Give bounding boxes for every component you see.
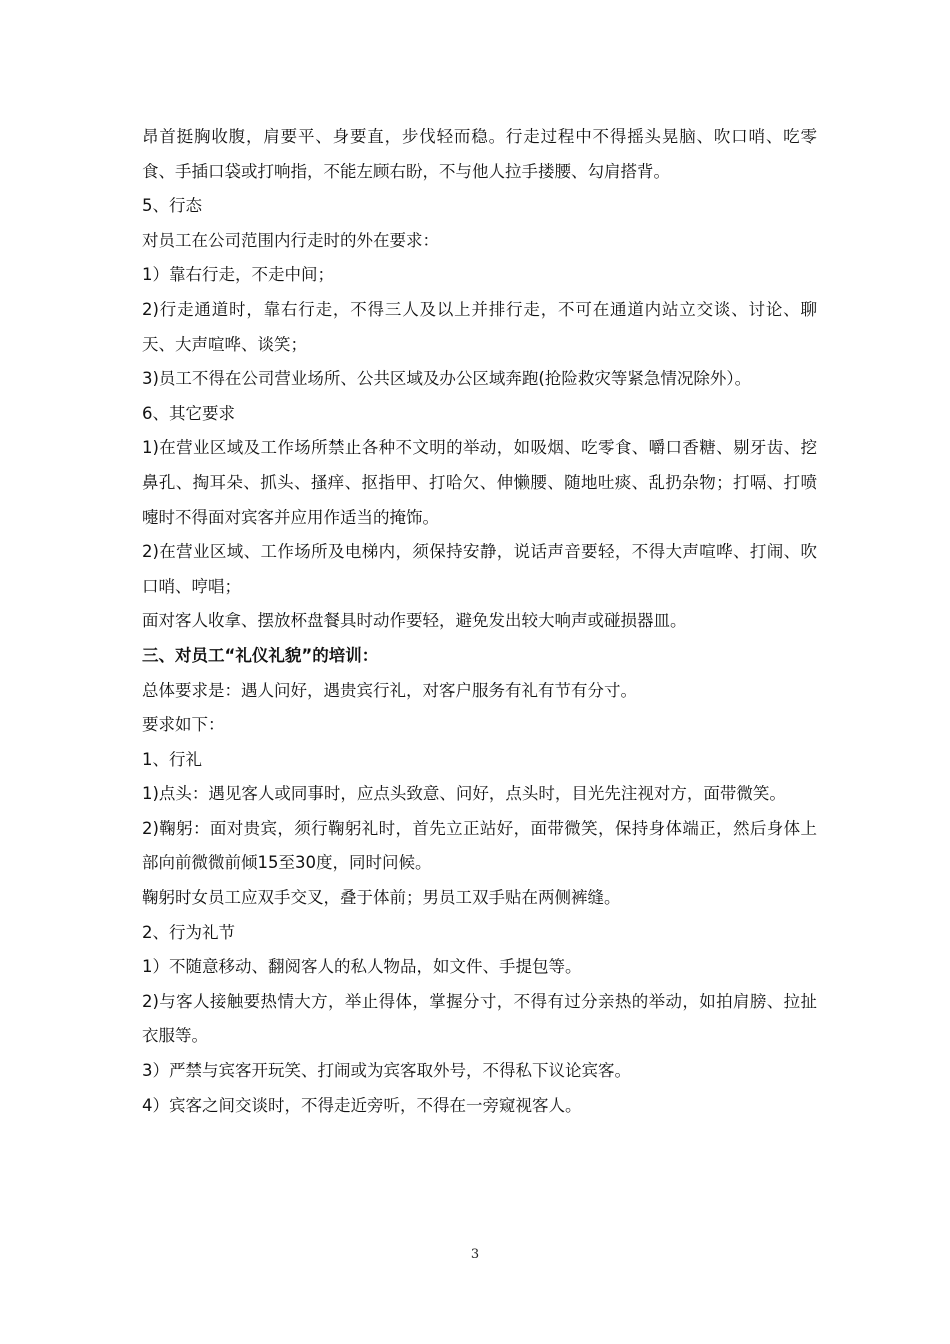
- paragraph: 鞠躬时女员工应双手交叉，叠于体前；男员工双手贴在两侧裤缝。: [142, 888, 621, 908]
- paragraph: 2、行为礼节: [142, 922, 235, 942]
- paragraph: 1)点头：遇见客人或同事时，应点头致意、问好，点头时，目光先注视对方，面带微笑。: [142, 784, 786, 804]
- page-number: 3: [470, 1247, 480, 1262]
- paragraph: 3)员工不得在公司营业场所、公共区域及办公区域奔跑(抢险救灾等紧急情况除外）。: [142, 369, 752, 389]
- paragraph: 昂首挺胸收腹，肩要平、身要直，步伐轻而稳。行走过程中不得摇头晃脑、吹口哨、吃零食、手插口袋或打响指，不能左顾右盼，不与他人拉手搂腰、勾肩搭背。: [142, 127, 817, 181]
- document-body: [142, 120, 817, 1123]
- paragraph: 2)行走通道时，靠右行走，不得三人及以上并排行走，不可在通道内站立交谈、讨论、聊天、大声喧哗、谈笑；: [142, 299, 817, 354]
- paragraph: 6、其它要求: [142, 403, 235, 423]
- paragraph: 1）靠右行走，不走中间；: [142, 265, 334, 285]
- section-heading: 三、对员工“礼仪礼貌”的培训：: [142, 645, 379, 665]
- paragraph: 2)在营业区域、工作场所及电梯内，须保持安静，说话声音要轻，不得大声喧哗、打闹、吹口哨、哼唱；: [142, 542, 817, 596]
- paragraph: 总体要求是：遇人问好，遇贵宾行礼，对客户服务有礼有节有分寸。: [142, 680, 637, 700]
- paragraph: 要求如下：: [142, 715, 225, 735]
- paragraph: 1）不随意移动、翻阅客人的私人物品，如文件、手提包等。: [142, 957, 582, 977]
- paragraph: 面对客人收拿、摆放杯盘餐具时动作要轻，避免发出较大响声或碰损器皿。: [142, 611, 687, 631]
- paragraph: 4）宾客之间交谈时，不得走近旁听，不得在一旁窥视客人。: [142, 1095, 582, 1115]
- paragraph: 3）严禁与宾客开玩笑、打闹或为宾客取外号，不得私下议论宾客。: [142, 1061, 631, 1081]
- paragraph: 对员工在公司范围内行走时的外在要求：: [142, 230, 439, 250]
- paragraph: 2)鞠躬：面对贵宾，须行鞠躬礼时，首先立正站好，面带微笑，保持身体端正，然后身体上部向前微微前倾15至30度，同时问候。: [142, 818, 817, 873]
- paragraph: 2)与客人接触要热情大方，举止得体，掌握分寸，不得有过分亲热的举动，如拍肩膀、拉扯衣服等。: [142, 991, 817, 1046]
- paragraph: 1)在营业区域及工作场所禁止各种不文明的举动，如吸烟、吃零食、嚼口香糖、剔牙齿、挖鼻孔、掏耳朵、抓头、搔痒、抠指甲、打哈欠、伸懒腰、随地吐痰、乱扔杂物；打嗝、打喷嚏时不得面对宾客并应用作适当的掩饰。: [142, 438, 817, 527]
- paragraph: 5、行态: [142, 196, 202, 216]
- paragraph: 1、行礼: [142, 749, 202, 769]
